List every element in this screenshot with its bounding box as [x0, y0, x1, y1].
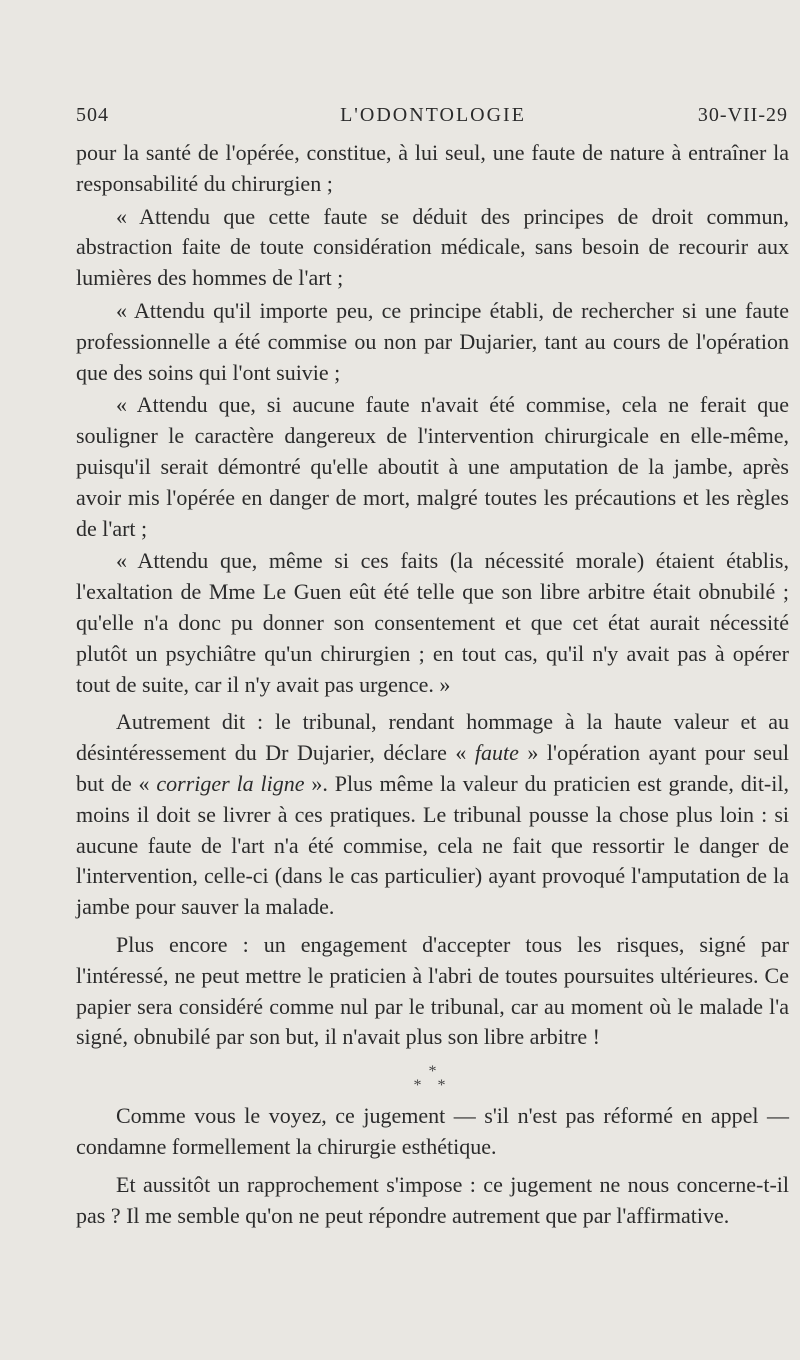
italic-text: faute: [474, 740, 519, 766]
paragraph-attendu-1: « Attendu que cette faute se déduit des principes de droit commun, abstraction faite de toute considération médicale, sans besoin de recourir aux lumières des hommes de l'art ;: [76, 203, 789, 291]
running-head: [76, 104, 790, 134]
paragraph-attendu-3: « Attendu que, si aucune faute n'avait été commise, cela ne ferait que souligner le caractère dangereux de l'intervention chirurgicale en elle-même, puisqu'il serait démontré qu'elle aboutit à une amputation de la jambe, après avoir mis l'opérée en danger de mort, malgré toutes les précautions et les règles de l'art ;: [76, 392, 789, 541]
text-run: » l'opération ayant pour seul but de «: [76, 740, 789, 796]
text-run: ». Plus même la valeur du praticien est grande, dit-il, moins il doit se livrer à ces pratiques. Le tribunal pousse la chose plus loin : si aucune faute de l'art n'a été commise, cela ne fait que ressortir le danger de l'intervention, celle-ci (dans le cas particulier) ayant provoqué l'amputation de la jambe pour sauver la malade.: [76, 770, 789, 920]
text-run: Autrement dit : le tribunal, rendant hommage à la haute valeur et au désintéressement du Dr Dujarier, déclare «: [76, 709, 789, 766]
paragraph-et-aussitot: Et aussitôt un rapprochement s'impose : ce jugement ne nous concerne-t-il pas ? Il me semble qu'on ne peut répondre autrement que par l'affirmative.: [76, 1171, 789, 1228]
italic-text: corriger la ligne: [156, 770, 305, 796]
asterism-top: *: [428, 1063, 437, 1081]
paragraph-plus-encore: Plus encore : un engagement d'accepter tous les risques, signé par l'intéressé, ne peut mettre le praticien à l'abri de toutes poursuites ultérieures. Ce papier sera considéré comme nul par le tribunal, car au moment où le malade l'a signé, obnubilé par son but, il n'avait plus son libre arbitre !: [76, 931, 789, 1050]
asterism-bottom: * *: [413, 1077, 452, 1095]
issue-date: 30-VII-29: [697, 104, 788, 126]
asterism-separator: [76, 1057, 789, 1095]
page-number: 504: [76, 104, 109, 126]
paragraph-comme-vous: Comme vous le voyez, ce jugement — s'il n'est pas réformé en appel — condamne formellement la chirurgie esthétique.: [76, 1103, 789, 1159]
body-text: [76, 138, 789, 1233]
journal-title: L'ODONTOLOGIE: [340, 104, 526, 126]
paragraph-attendu-2: « Attendu qu'il importe peu, ce principe établi, de rechercher si une faute professionnelle a été commise ou non par Dujarier, tant au cours de l'opération que des soins qui l'ont suivie ;: [76, 297, 789, 385]
paragraph-attendu-4: « Attendu que, même si ces faits (la nécessité morale) étaient établis, l'exaltation de Mme Le Guen eût été telle que son libre arbitre était obnubilé ; qu'elle n'a donc pu donner son consentement et que cet état aurait nécessité plutôt un psychiâtre qu'un chirurgien ; en tout cas, qu'il n'y avait pas à opérer tout de suite, car il n'y avait pas urgence. »: [76, 548, 789, 697]
paragraph-continued: pour la santé de l'opérée, constitue, à lui seul, une faute de nature à entraîner la responsabilité du chirurgien ;: [76, 140, 789, 196]
paragraph-autrement-dit: [76, 707, 789, 923]
